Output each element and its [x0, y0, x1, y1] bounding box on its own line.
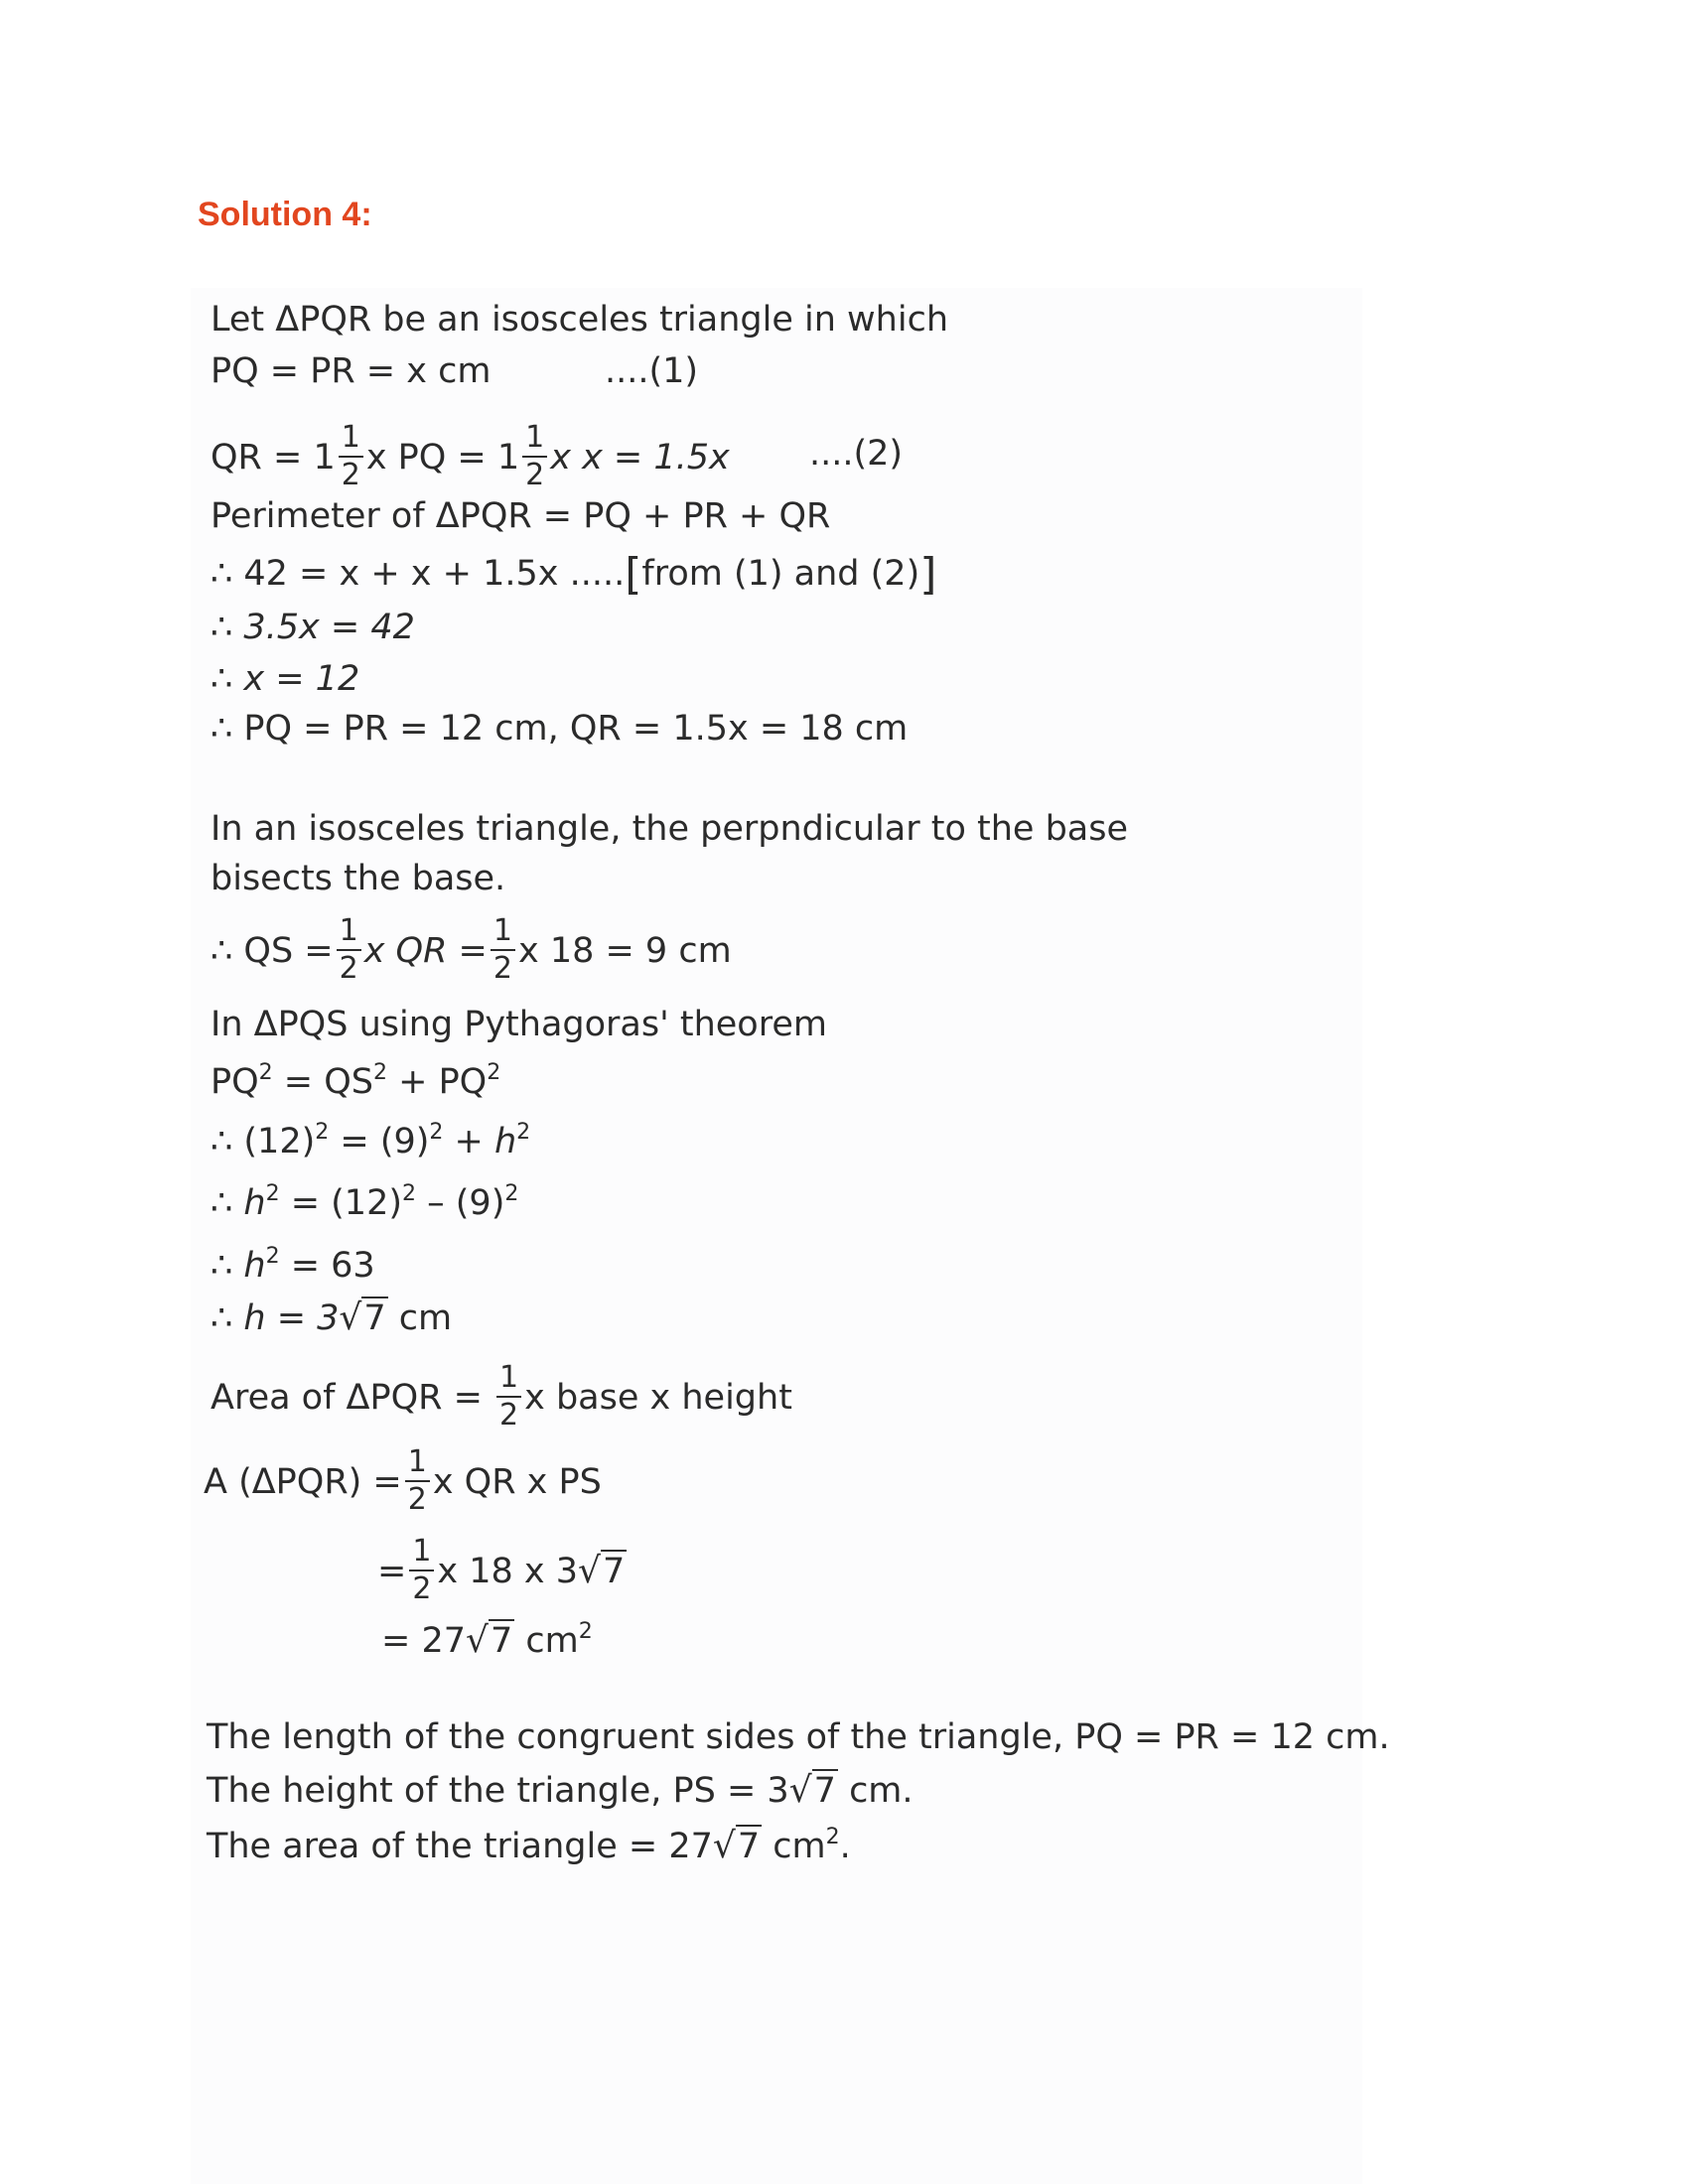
- line-12-sq: ∴ $(12)^2 = (9)^2 + h^2$: [211, 1120, 531, 1161]
- line-area-result: = 27√7 $cm^2$: [381, 1619, 593, 1661]
- line-bisects: bisects the base.: [211, 859, 506, 898]
- conclusion-area: The area of the triangle = 27√7 $cm^2$.: [207, 1825, 851, 1866]
- conclusion-sides: The length of the congruent sides of the triangle, PQ = PR = 12 cm.: [207, 1717, 1390, 1757]
- line-qr: [211, 420, 904, 492]
- square-root: √7: [712, 1826, 761, 1866]
- qr-tail: x x = 1.5x: [550, 438, 730, 478]
- solution-heading: Solution 4:: [198, 196, 372, 233]
- fraction-half: $\frac{1}{2}$: [491, 916, 515, 984]
- fraction-half: $\frac{1}{2}$: [339, 423, 363, 490]
- line-x-12: ∴ x = 12: [211, 659, 360, 699]
- eq-ref-1: ....(1): [605, 351, 699, 391]
- line-area-formula: Area of ΔPQR = $\frac{1}{2}$ x base x height: [211, 1360, 792, 1433]
- line-pq-pr: [211, 351, 699, 391]
- line-qs: ∴ QS = $\frac{1}{2}$ x QR = $\frac{1}{2}$ x 18 = 9 cm: [211, 913, 732, 986]
- line-pythagoras-intro: In ΔPQS using Pythagoras' theorem: [211, 1005, 827, 1044]
- eq-from-ref: from (1) and (2): [641, 554, 920, 594]
- qr-mid: x PQ = 1: [365, 438, 520, 478]
- eq-42: ∴ 42 = x + x + 1.5x .....: [211, 554, 626, 594]
- line-h-value: ∴ h = 3√7 cm: [211, 1297, 453, 1338]
- qr-lhs: QR = 1: [211, 438, 336, 478]
- line-42: ∴ 42 = x + x + 1.5x .....[from (1) and (2)]: [211, 549, 937, 600]
- fraction-half: $\frac{1}{2}$: [496, 1363, 521, 1431]
- square-root: √7: [466, 1620, 513, 1661]
- fraction-half: $\frac{1}{2}$: [409, 1537, 434, 1604]
- line-perimeter: Perimeter of ΔPQR = PQ + PR + QR: [211, 496, 831, 536]
- fraction-half: $\frac{1}{2}$: [337, 916, 361, 984]
- line-h-63: ∴ $h^2 = 63$: [211, 1244, 375, 1286]
- eq-ref-2: ....(2): [809, 434, 904, 474]
- fraction-half: $\frac{1}{2}$: [405, 1447, 430, 1515]
- line-area-qr-ps: A (ΔPQR) = $\frac{1}{2}$ x QR x PS: [204, 1444, 602, 1517]
- line-h-sq: ∴ $h^2 = (12)^2 - (9)^2$: [211, 1181, 519, 1223]
- line-intro: Let ΔPQR be an isosceles triangle in which: [211, 300, 948, 340]
- eq-pq-pr: PQ = PR = x cm: [211, 351, 492, 391]
- line-perp: In an isosceles triangle, the perpndicular to the base: [211, 809, 1128, 849]
- square-root: √7: [578, 1551, 626, 1591]
- line-sides: ∴ PQ = PR = 12 cm, QR = 1.5x = 18 cm: [211, 709, 909, 749]
- line-area-sub: = $\frac{1}{2}$ x 18 x 3√7: [377, 1534, 626, 1606]
- conclusion-height: The height of the triangle, PS = 3√7 cm.: [207, 1770, 914, 1811]
- square-root: √7: [788, 1770, 836, 1811]
- line-3-5x: ∴ 3.5x = 42: [211, 608, 415, 647]
- line-pythagoras: $PQ^2 = QS^2 + PQ^2$: [211, 1060, 501, 1102]
- fraction-half: $\frac{1}{2}$: [522, 423, 547, 490]
- square-root: √7: [339, 1297, 386, 1338]
